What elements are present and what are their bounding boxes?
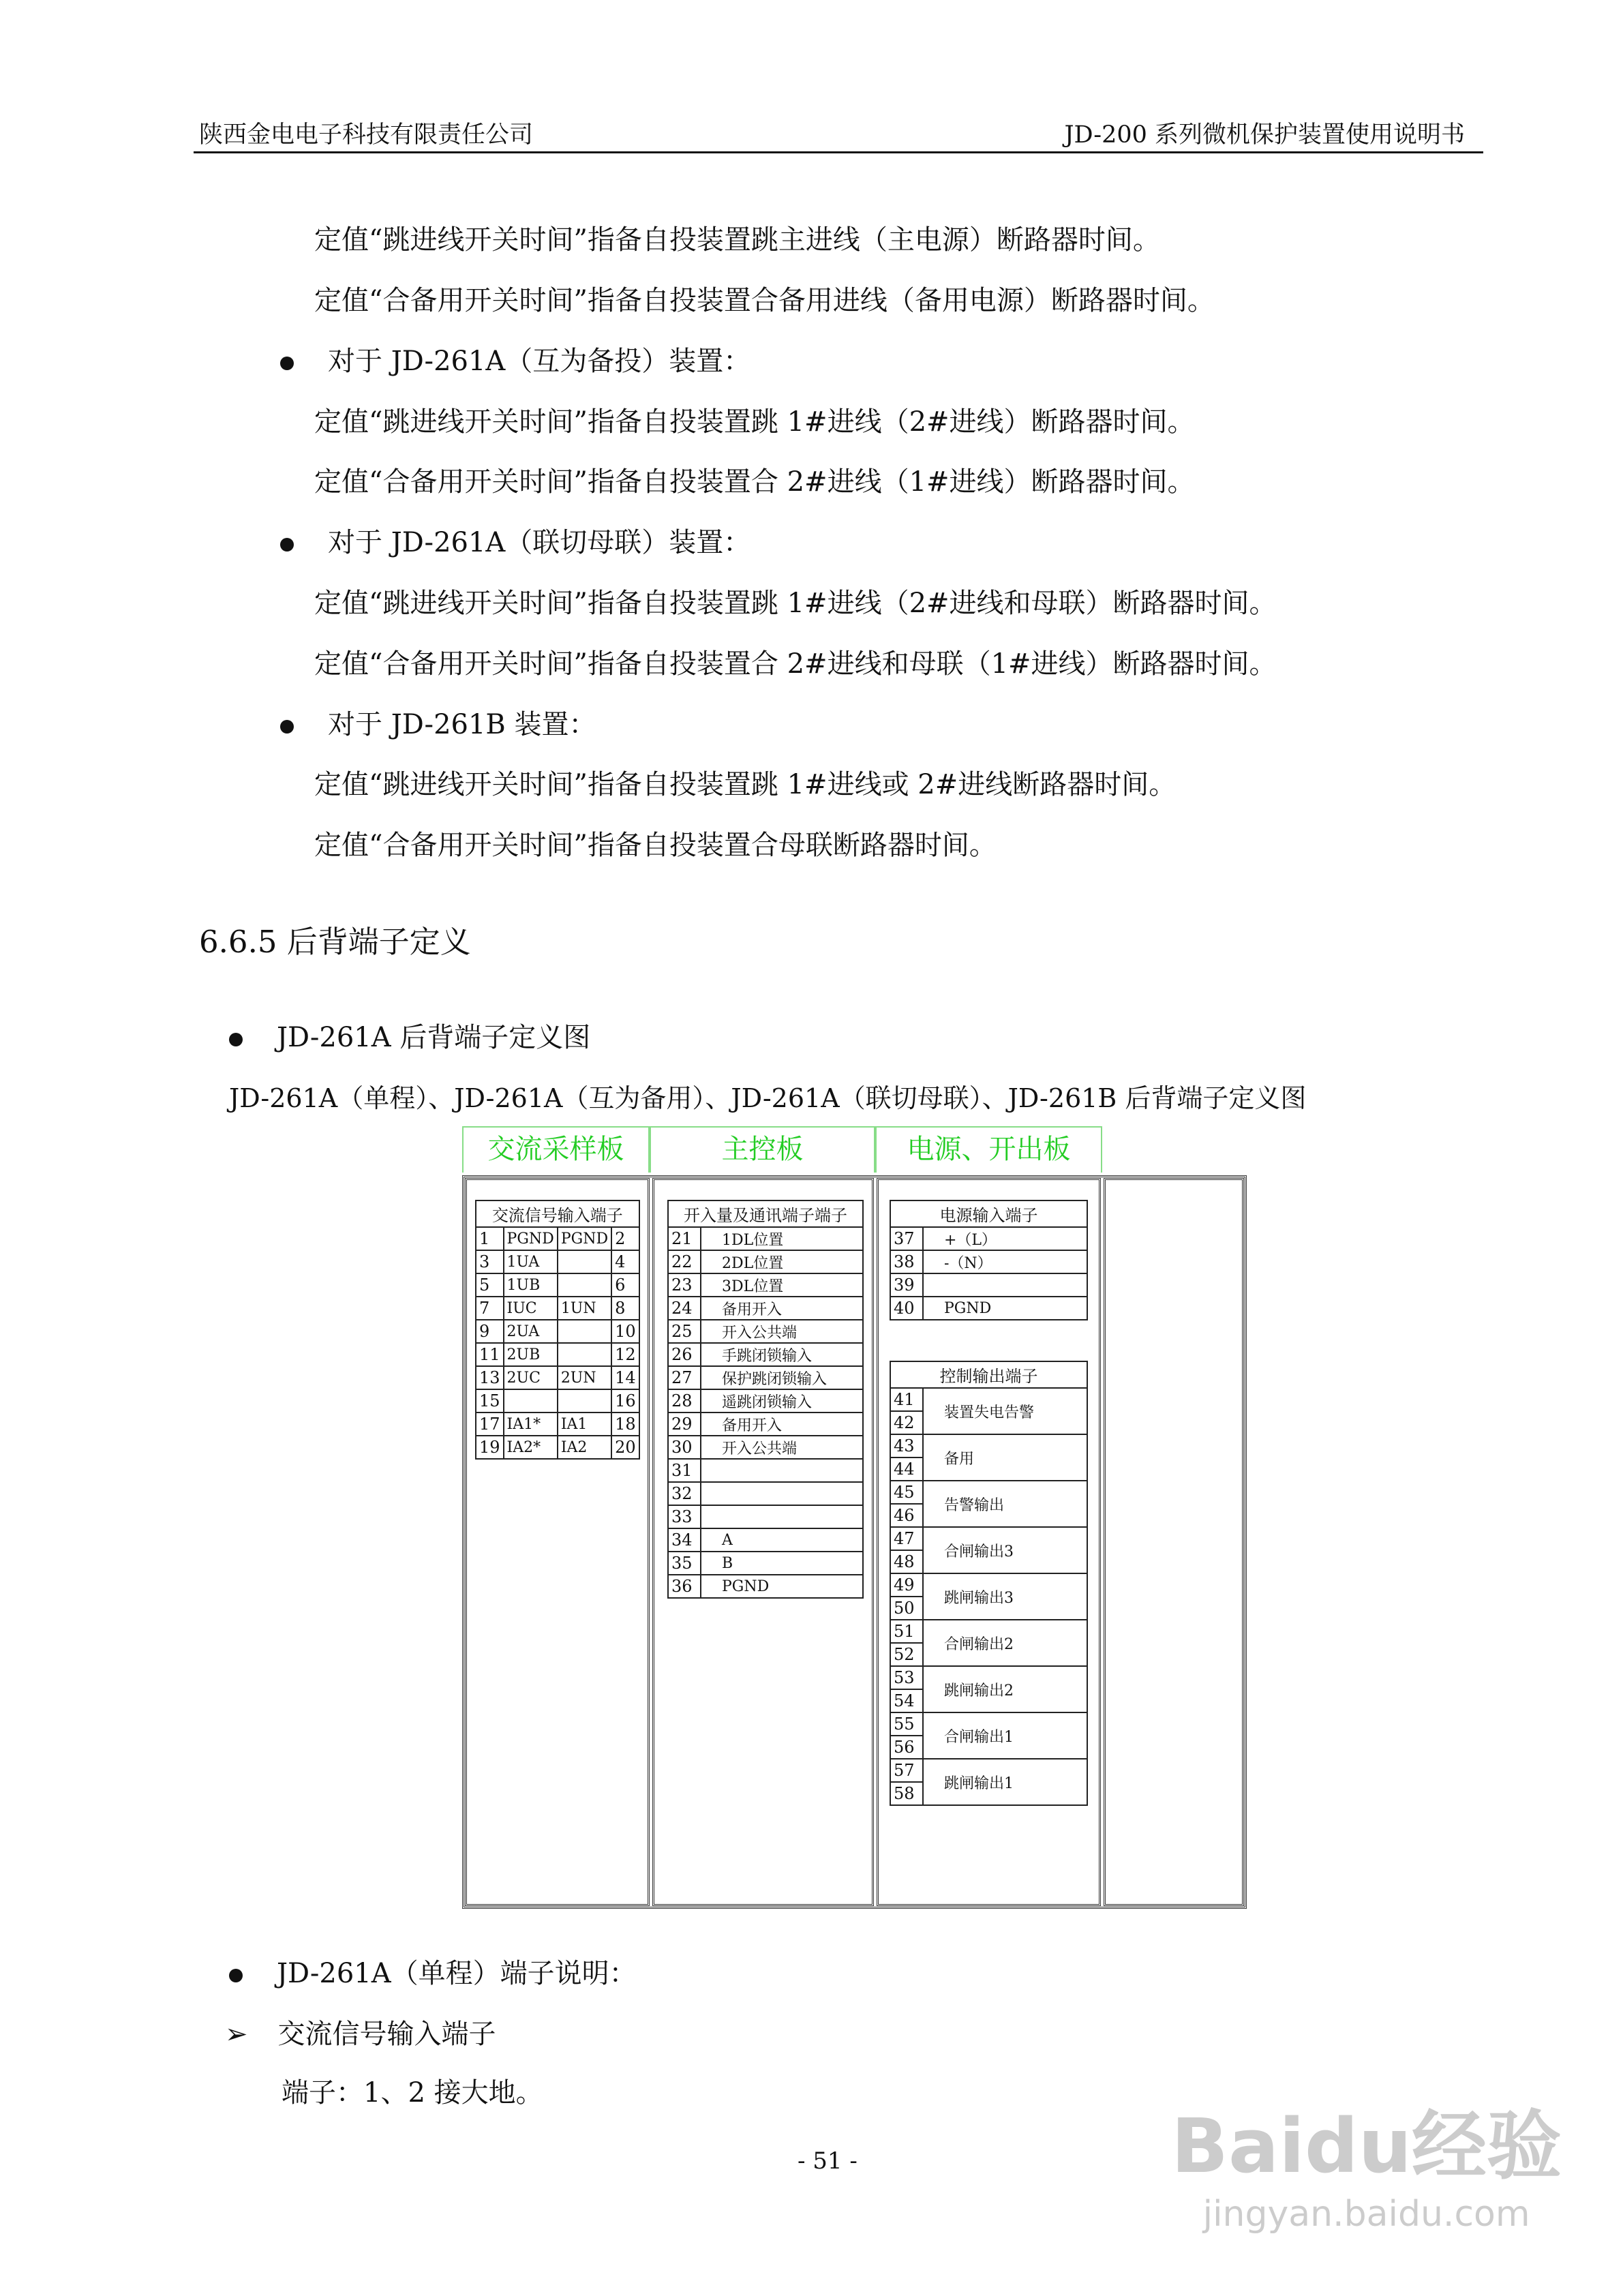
- table-row: [890, 1527, 1087, 1550]
- terminal-cell: -（N）: [923, 1250, 1087, 1273]
- terminal-cell: 1: [476, 1227, 504, 1250]
- bullet-icon: [280, 357, 294, 370]
- table-row: [890, 1620, 1087, 1643]
- terminal-cell: 25: [668, 1320, 701, 1343]
- terminal-cell: 保护跳闭锁输入: [701, 1366, 863, 1389]
- terminal-diagram: [462, 1126, 1247, 1910]
- terminal-cell: IA1*: [504, 1413, 558, 1436]
- table-row: [476, 1273, 639, 1297]
- terminal-cell: 2UA: [504, 1320, 558, 1343]
- terminal-cell: PGND: [504, 1227, 558, 1250]
- terminal-number: 56: [890, 1736, 923, 1759]
- terminal-number: 42: [890, 1411, 923, 1434]
- terminal-cell: IA1: [558, 1413, 611, 1436]
- terminal-cell: 12: [611, 1343, 639, 1366]
- table-row: [668, 1528, 863, 1552]
- terminal-cell: 27: [668, 1366, 701, 1389]
- table-row: [668, 1366, 863, 1389]
- terminal-number: 45: [890, 1481, 923, 1504]
- terminal-cell: 37: [890, 1227, 923, 1250]
- ac-input-table: [475, 1200, 640, 1460]
- terminal-cell: 11: [476, 1343, 504, 1366]
- terminal-cell: B: [701, 1552, 863, 1575]
- terminal-cell: [558, 1343, 611, 1366]
- table-row: [668, 1413, 863, 1436]
- terminal-number: 47: [890, 1527, 923, 1550]
- paragraph: 定值“跳进线开关时间”指备自投装置跳 1#进线或 2#进线断路器时间。: [314, 769, 1177, 800]
- paragraph: 定值“合备用开关时间”指备自投装置合 2#进线和母联（1#进线）断路器时间。: [314, 648, 1277, 680]
- terminal-cell: 24: [668, 1297, 701, 1320]
- table-row: [890, 1273, 1087, 1297]
- table-row: [668, 1320, 863, 1343]
- bullet-item: [280, 521, 750, 560]
- terminal-cell: 6: [611, 1273, 639, 1297]
- terminal-cell: [558, 1273, 611, 1297]
- terminal-cell: 2UB: [504, 1343, 558, 1366]
- watermark-url: jingyan.baidu.com: [1202, 2194, 1530, 2235]
- table-row: [668, 1389, 863, 1413]
- terminal-cell: 4: [611, 1250, 639, 1273]
- terminal-cell: [558, 1389, 611, 1413]
- board-label-power: 电源、开出板: [875, 1126, 1102, 1173]
- terminal-number: 58: [890, 1782, 923, 1805]
- terminal-cell: 16: [611, 1389, 639, 1413]
- terminal-cell: 13: [476, 1366, 504, 1389]
- table-row: [890, 1297, 1087, 1320]
- table-row: [668, 1343, 863, 1366]
- control-output-table: [890, 1361, 1088, 1806]
- terminal-cell: IA2*: [504, 1436, 558, 1459]
- terminal-cell: 30: [668, 1436, 701, 1459]
- terminal-cell: 备用开入: [701, 1413, 863, 1436]
- terminal-cell: 35: [668, 1552, 701, 1575]
- terminal-function: 跳闸输出1: [923, 1759, 1087, 1805]
- arrow-item-text: 交流信号输入端子: [277, 2019, 496, 2050]
- terminal-cell: 29: [668, 1413, 701, 1436]
- paragraph: 定值“跳进线开关时间”指备自投装置跳 1#进线（2#进线和母联）断路器时间。: [314, 588, 1277, 619]
- table-row: [668, 1436, 863, 1459]
- table-title: 开入量及通讯端子端子: [668, 1200, 863, 1227]
- terminal-cell: PGND: [701, 1575, 863, 1598]
- terminal-cell: 9: [476, 1320, 504, 1343]
- arrow-item: [225, 2012, 496, 2051]
- terminal-number: 51: [890, 1620, 923, 1643]
- terminal-number: 44: [890, 1457, 923, 1481]
- bullet-text: JD-261A（单程）端子说明：: [277, 1958, 637, 1989]
- table-row: [668, 1459, 863, 1482]
- table-row: [668, 1552, 863, 1575]
- terminal-cell: PGND: [923, 1297, 1087, 1320]
- terminal-cell: [558, 1320, 611, 1343]
- terminal-cell: 10: [611, 1320, 639, 1343]
- terminal-number: 43: [890, 1434, 923, 1457]
- terminal-number: 46: [890, 1504, 923, 1527]
- terminal-cell: 20: [611, 1436, 639, 1459]
- terminal-number: 48: [890, 1550, 923, 1573]
- terminal-cell: 22: [668, 1250, 701, 1273]
- arrow-bullet-icon: ➢: [225, 2019, 248, 2050]
- terminal-cell: [701, 1505, 863, 1528]
- table-row: [890, 1759, 1087, 1782]
- table-title: 电源输入端子: [890, 1200, 1087, 1227]
- table-row: [476, 1436, 639, 1459]
- table-row: [890, 1666, 1087, 1689]
- table-row: [890, 1434, 1087, 1457]
- terminal-function: 装置失电告警: [923, 1388, 1087, 1434]
- terminal-cell: 21: [668, 1227, 701, 1250]
- bullet-text: 对于 JD-261A（联切母联）装置：: [328, 527, 751, 558]
- terminal-cell: 3: [476, 1250, 504, 1273]
- terminal-cell: [701, 1459, 863, 1482]
- terminal-cell: 开入公共端: [701, 1436, 863, 1459]
- table-row: [890, 1481, 1087, 1504]
- table-row: [476, 1320, 639, 1343]
- terminal-cell: 3DL位置: [701, 1273, 863, 1297]
- table-row: [890, 1227, 1087, 1250]
- terminal-number: 55: [890, 1712, 923, 1736]
- terminal-cell: 19: [476, 1436, 504, 1459]
- board-label-ac: 交流采样板: [462, 1126, 650, 1173]
- terminal-function: 合闸输出3: [923, 1527, 1087, 1573]
- terminal-cell: 2DL位置: [701, 1250, 863, 1273]
- bullet-icon: [280, 538, 294, 552]
- terminal-cell: 5: [476, 1273, 504, 1297]
- terminal-cell: IA2: [558, 1436, 611, 1459]
- terminal-cell: [558, 1250, 611, 1273]
- section-heading: 6.6.5 后背端子定义: [199, 924, 471, 960]
- table-row: [476, 1297, 639, 1320]
- table-row: [890, 1388, 1087, 1411]
- paragraph: 定值“跳进线开关时间”指备自投装置跳主进线（主电源）断路器时间。: [314, 224, 1160, 256]
- terminal-cell: 1UB: [504, 1273, 558, 1297]
- table-row: [668, 1227, 863, 1250]
- bullet-text: JD-261A 后背端子定义图: [277, 1022, 591, 1053]
- figure-caption: JD-261A（单程）、JD-261A（互为备用）、JD-261A（联切母联）、JD-261B 后背端子定义图: [229, 1083, 1307, 1113]
- board-label-main: 主控板: [650, 1126, 875, 1173]
- bullet-item: [229, 1952, 637, 1991]
- terminal-cell: 8: [611, 1297, 639, 1320]
- header-company: 陕西金电电子科技有限责任公司: [199, 121, 534, 149]
- terminal-function: 跳闸输出3: [923, 1573, 1087, 1620]
- power-input-table: [890, 1200, 1088, 1320]
- terminal-function: 跳闸输出2: [923, 1666, 1087, 1712]
- table-row: [668, 1273, 863, 1297]
- terminal-number: 53: [890, 1666, 923, 1689]
- terminal-cell: 38: [890, 1250, 923, 1273]
- terminal-cell: 备用开入: [701, 1297, 863, 1320]
- terminal-cell: PGND: [558, 1227, 611, 1250]
- watermark-logo: Baidu经验: [1171, 2102, 1562, 2190]
- terminal-cell: 40: [890, 1297, 923, 1320]
- terminal-cell: 7: [476, 1297, 504, 1320]
- terminal-cell: 23: [668, 1273, 701, 1297]
- terminal-cell: 1DL位置: [701, 1227, 863, 1250]
- terminal-cell: 17: [476, 1413, 504, 1436]
- table-row: [476, 1389, 639, 1413]
- terminal-cell: 18: [611, 1413, 639, 1436]
- terminal-cell: 1UA: [504, 1250, 558, 1273]
- bullet-icon: [229, 1969, 243, 1982]
- page-number: - 51 -: [798, 2147, 858, 2175]
- table-title: 控制输出端子: [890, 1361, 1087, 1388]
- header-divider: [194, 151, 1483, 153]
- table-row: [668, 1297, 863, 1320]
- table-row: [476, 1366, 639, 1389]
- terminal-cell: 2: [611, 1227, 639, 1250]
- table-row: [668, 1482, 863, 1505]
- terminal-number: 49: [890, 1573, 923, 1597]
- table-row: [668, 1505, 863, 1528]
- terminal-number: 52: [890, 1643, 923, 1666]
- terminal-number: 41: [890, 1388, 923, 1411]
- terminal-cell: 手跳闭锁输入: [701, 1343, 863, 1366]
- terminal-function: 合闸输出2: [923, 1620, 1087, 1666]
- terminal-function: 备用: [923, 1434, 1087, 1481]
- table-row: [668, 1250, 863, 1273]
- terminal-cell: +（L）: [923, 1227, 1087, 1250]
- terminal-cell: 1UN: [558, 1297, 611, 1320]
- paragraph: 定值“合备用开关时间”指备自投装置合母联断路器时间。: [314, 830, 997, 861]
- paragraph: 定值“合备用开关时间”指备自投装置合 2#进线（1#进线）断路器时间。: [314, 466, 1195, 498]
- bullet-icon: [280, 720, 294, 734]
- table-row: [668, 1575, 863, 1598]
- bullet-icon: [229, 1033, 243, 1046]
- table-row: [890, 1250, 1087, 1273]
- bullet-text: 对于 JD-261B 装置：: [328, 709, 596, 740]
- header-title: JD-200 系列微机保护装置使用说明书: [1064, 121, 1465, 149]
- baidu-watermark: [1171, 2086, 1562, 2235]
- paragraph: 端子：1、2 接大地。: [282, 2077, 543, 2109]
- table-row: [476, 1227, 639, 1250]
- table-row: [890, 1712, 1087, 1736]
- terminal-cell: [923, 1273, 1087, 1297]
- terminal-cell: 33: [668, 1505, 701, 1528]
- terminal-cell: 2UC: [504, 1366, 558, 1389]
- terminal-function: 合闸输出1: [923, 1712, 1087, 1759]
- table-row: [890, 1573, 1087, 1597]
- terminal-cell: 26: [668, 1343, 701, 1366]
- bullet-item: [280, 339, 750, 378]
- terminal-number: 57: [890, 1759, 923, 1782]
- terminal-cell: 34: [668, 1528, 701, 1552]
- terminal-cell: 31: [668, 1459, 701, 1482]
- table-title: 交流信号输入端子: [476, 1200, 639, 1227]
- terminal-cell: A: [701, 1528, 863, 1552]
- table-row: [476, 1343, 639, 1366]
- terminal-cell: [701, 1482, 863, 1505]
- terminal-number: 54: [890, 1689, 923, 1712]
- terminal-cell: 2UN: [558, 1366, 611, 1389]
- terminal-cell: 39: [890, 1273, 923, 1297]
- bullet-item: [229, 1016, 590, 1055]
- table-row: [476, 1413, 639, 1436]
- terminal-cell: 15: [476, 1389, 504, 1413]
- terminal-number: 50: [890, 1597, 923, 1620]
- terminal-cell: 开入公共端: [701, 1320, 863, 1343]
- terminal-cell: 遥跳闭锁输入: [701, 1389, 863, 1413]
- terminal-cell: 14: [611, 1366, 639, 1389]
- terminal-cell: [504, 1389, 558, 1413]
- terminal-cell: 28: [668, 1389, 701, 1413]
- terminal-cell: 36: [668, 1575, 701, 1598]
- paragraph: 定值“跳进线开关时间”指备自投装置跳 1#进线（2#进线）断路器时间。: [314, 406, 1195, 438]
- bullet-item: [280, 703, 596, 742]
- table-row: [476, 1250, 639, 1273]
- bullet-text: 对于 JD-261A（互为备投）装置：: [328, 346, 751, 377]
- digital-input-table: [667, 1200, 864, 1599]
- terminal-cell: IUC: [504, 1297, 558, 1320]
- terminal-function: 告警输出: [923, 1481, 1087, 1527]
- terminal-cell: 32: [668, 1482, 701, 1505]
- paragraph: 定值“合备用开关时间”指备自投装置合备用进线（备用电源）断路器时间。: [314, 285, 1215, 316]
- board-empty: [1104, 1178, 1244, 1906]
